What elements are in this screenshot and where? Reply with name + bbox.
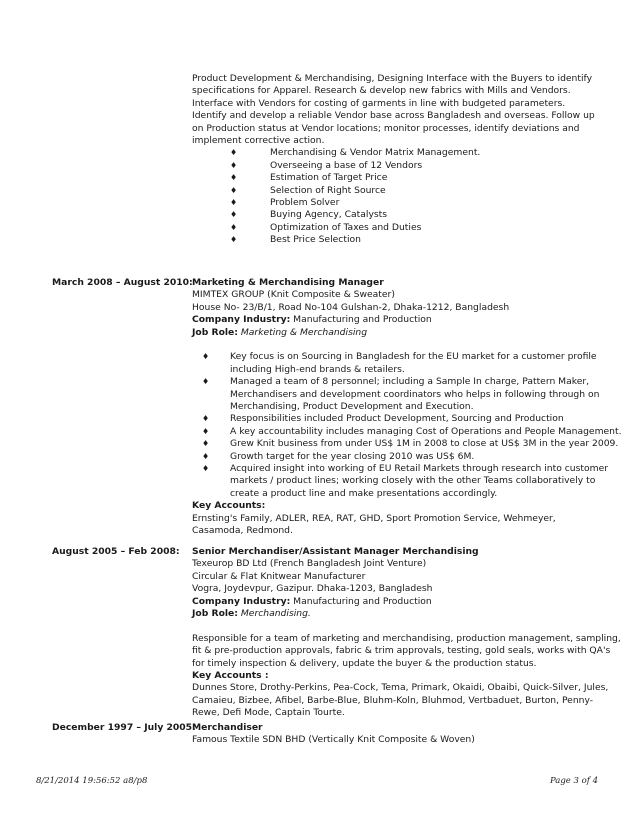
diamond-bullet-icon: ♦ (230, 160, 238, 170)
list-item-text: Problem Solver (270, 197, 340, 209)
list-item-text: Selection of Right Source (270, 184, 386, 196)
company-address: Vogra, Joydevpur, Gazipur. Dhaka-1203, Bangladesh (192, 583, 433, 595)
job-title: Merchandiser (192, 722, 263, 733)
company-name: Texeurop BD Ltd (French Bangladesh Joint Venture) (192, 558, 427, 570)
list-item-text: Acquired insight into working of EU Retail Markets through research into customer (230, 463, 608, 475)
diamond-bullet-icon: ♦ (202, 464, 210, 474)
list-item (202, 438, 619, 450)
paragraph-line: Identify and develop a reliable Vendor base across Bangladesh and overseas. Follow up (192, 110, 595, 122)
list-item-text: Optimization of Taxes and Duties (270, 221, 422, 233)
job-role (192, 327, 612, 339)
list-item-text: Managed a team of 8 personnel; including a Sample In charge, Pattern Maker, (230, 376, 590, 388)
diamond-bullet-icon: ♦ (202, 451, 210, 461)
job-entry-famous (192, 722, 612, 747)
mimtex-bullet-list (202, 351, 622, 500)
job-date-mimtex: March 2008 – August 2010: (52, 277, 193, 288)
paragraph-line: specifications for Apparel. Research & develop new fabrics with Mills and Vendors. (192, 85, 571, 97)
diamond-bullet-icon: ♦ (202, 439, 210, 449)
job-title: Senior Merchandiser/Assistant Manager Merchandising (192, 546, 479, 557)
list-item (230, 160, 612, 172)
key-accounts-line: Rewe, Defi Mode, Captain Tourte. (192, 707, 345, 719)
paragraph-line: on Production status at Vendor locations; monitor processes, identify deviations and (192, 122, 580, 134)
list-item-text: Merchandisers and development coordinators who helps in following through on (230, 388, 600, 400)
company-name: Famous Textile SDN BHD (Vertically Knit Composite & Woven) (192, 734, 475, 746)
diamond-bullet-icon: ♦ (230, 185, 238, 195)
list-item-text: Grew Knit business from under US$ 1M in 2008 to close at US$ 3M in the year 2009. (230, 438, 619, 450)
paragraph-line: Interface with Vendors for costing of garments in line with budgeted parameters. (192, 97, 566, 109)
list-item-text: Buying Agency, Catalysts (270, 209, 388, 221)
diamond-bullet-icon: ♦ (202, 377, 210, 387)
diamond-bullet-icon: ♦ (230, 173, 238, 183)
list-item (202, 413, 612, 425)
responsibility-line: Responsible for a team of marketing and merchandising, production management, sampling, (192, 632, 621, 644)
diamond-bullet-icon: ♦ (230, 222, 238, 232)
paragraph-line: Product Development & Merchandising, Designing Interface with the Buyers to identify (192, 73, 593, 84)
list-item-text: Merchandising, Product Development and Execution. (230, 401, 474, 413)
role-label: Job Role: (192, 608, 238, 620)
job-entry-mimtex (192, 277, 622, 538)
industry-value: Manufacturing and Production (290, 595, 432, 607)
company-name: MIMTEX GROUP (Knit Composite & Sweater) (192, 289, 395, 301)
company-subtitle: Circular & Flat Knitwear Manufacturer (192, 570, 366, 582)
list-item (202, 376, 612, 413)
list-item (202, 425, 622, 438)
job-date-texeurop: August 2005 – Feb 2008: (52, 546, 180, 557)
key-accounts-line: Camaieu, Bizbee, Afibel, Barbe-Blue, Bluhm-Koln, Bluhmod, Vertbaduet, Burton, Penny- (192, 694, 594, 706)
footer-timestamp: 8/21/2014 19:56:52 a8/p8 (36, 776, 148, 786)
responsibility-line: fit & pre-production approvals, fabric & trim approvals, testing, gold seals, works with QA's (192, 645, 611, 657)
list-item (202, 463, 612, 500)
list-item (230, 172, 612, 184)
diamond-bullet-icon: ♦ (202, 352, 210, 362)
key-accounts-line: Ernsting's Family, ADLER, REA, RAT, GHD, Sport Promotion Service, Wehmeyer, (192, 512, 556, 524)
diamond-bullet-icon: ♦ (230, 148, 238, 158)
job-entry-texeurop (192, 546, 621, 720)
list-item-text: including High-end brands & retailers. (230, 363, 405, 375)
list-item (230, 185, 612, 197)
list-item-text: Responsibilities included Product Development, Sourcing and Production (230, 413, 564, 425)
list-item-text: Best Price Selection (270, 234, 361, 246)
page-number: Page 3 of 4 (549, 776, 598, 786)
industry-label: Company Industry: (192, 595, 291, 607)
diamond-bullet-icon: ♦ (230, 235, 238, 245)
job-date-famous: December 1997 – July 2005: (52, 722, 196, 733)
list-item (230, 209, 612, 221)
job-title: Marketing & Merchandising Manager (192, 277, 384, 288)
list-item (230, 234, 612, 246)
company-industry (192, 314, 612, 326)
role-label: Job Role: (192, 326, 238, 338)
list-item (230, 147, 612, 159)
industry-label: Company Industry: (192, 314, 291, 326)
diamond-bullet-icon: ♦ (230, 210, 238, 220)
list-item (202, 451, 612, 463)
list-item (230, 222, 612, 234)
list-item-text: Growth target for the year closing 2010 was US$ 6M. (230, 450, 475, 462)
list-item-text: Overseeing a base of 12 Vendors (270, 159, 423, 171)
diamond-bullet-icon: ♦ (230, 198, 238, 208)
list-item (230, 197, 612, 209)
page-footer (36, 775, 598, 787)
diamond-bullet-icon: ♦ (202, 426, 210, 436)
top-paragraph (192, 73, 612, 247)
role-value: Merchandising. (237, 608, 311, 620)
list-item-text: Estimation of Target Price (270, 172, 388, 184)
list-item (202, 351, 612, 376)
list-item-text: Key focus is on Sourcing in Bangladesh for the EU market for a customer profile (230, 351, 597, 363)
key-accounts-label: Key Accounts : (192, 670, 269, 682)
key-accounts-label: Key Accounts: (192, 500, 266, 512)
list-item-text: create a product line and make presentations accordingly. (230, 487, 498, 499)
list-item-text: A key accountability includes managing Cost of Operations and People Management. (230, 425, 622, 437)
job-role (192, 608, 612, 620)
key-accounts-line: Casamoda, Redmond. (192, 525, 293, 537)
responsibility-line: for timely inspection & delivery, update the buyer & the production status. (192, 657, 537, 669)
paragraph-line: implement corrective action. (192, 135, 325, 147)
diamond-bullet-icon: ♦ (202, 414, 210, 424)
key-accounts-line: Dunnes Store, Drothy-Perkins, Pea-Cock, Tema, Primark, Okaidi, Obaibi, Quick-Silver, Jules, (192, 682, 609, 694)
list-item-text: markets / product lines; working closely with the other Teams collaboratively to (230, 475, 596, 487)
industry-value: Manufacturing and Production (290, 314, 432, 326)
company-address: House No- 23/B/1, Road No-104 Gulshan-2, Dhaka-1212, Bangladesh (192, 301, 510, 313)
company-industry (192, 596, 612, 608)
list-item-text: Merchandising & Vendor Matrix Management. (270, 147, 481, 159)
role-value: Marketing & Merchandising (237, 326, 368, 338)
top-bullet-list (230, 147, 612, 246)
